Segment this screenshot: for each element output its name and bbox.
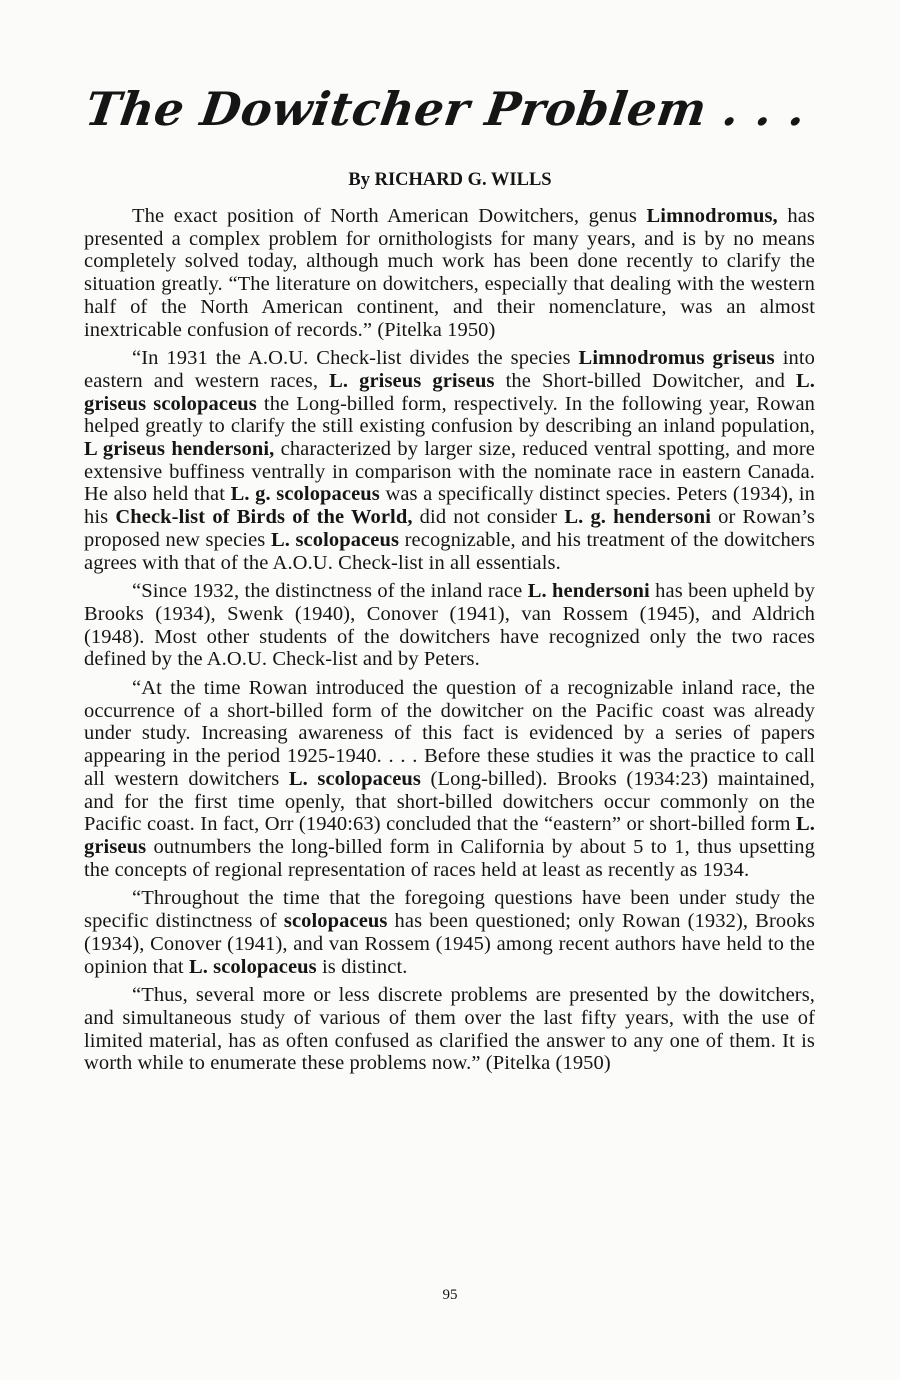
article-title: The Dowitcher Problem . . . (82, 82, 810, 136)
author-byline: By RICHARD G. WILLS (348, 170, 552, 190)
page-number: 95 (442, 1287, 458, 1303)
text-run: is distinct. (316, 955, 408, 978)
text-run: outnumbers the long-billed form in California by about 5 to 1, thus upsetting the concepts of regional representation of races held at least as recently as 1934. (84, 835, 815, 881)
text-run: “Throughout the time that the foregoing questions have been under study the specific distinctness of (84, 887, 815, 933)
paragraph (84, 205, 815, 341)
bold-term: L. scolopaceus (270, 528, 400, 551)
bold-term: scolopaceus (283, 910, 388, 933)
bold-term: L. scolopaceus (288, 767, 421, 790)
paragraph (84, 347, 815, 574)
text-run: (Long-billed). Brooks (1934:23) maintained, and for the first time openly, that short-billed dowitchers occur commonly on the Pacific coast. In fact, Orr (1940:63) concluded that the “eastern” or short-billed form (84, 767, 816, 836)
bold-term: L. g. scolopaceus (230, 483, 380, 506)
text-run: recognizable, and his treatment of the dowitchers agrees with that of the A.O.U. Check-list in all essentials. (84, 528, 815, 574)
paragraph (84, 887, 815, 978)
bold-term: Limnodromus, (646, 205, 778, 227)
text-run: has been questioned; only Rowan (1932), Brooks (1934), Conover (1941), and van Rossem (1945) among recent authors have held to the opinion that (84, 910, 815, 978)
bold-term: L. scolopaceus (188, 955, 317, 978)
paragraph (84, 677, 815, 881)
bold-term: L griseus hendersoni, (84, 438, 275, 461)
text-run: into eastern and western races, (84, 347, 815, 392)
bold-term: Check-list of Birds of the World, (115, 506, 413, 529)
bold-term: Limnodromus griseus (578, 347, 775, 370)
bold-term: L. griseus (84, 813, 815, 858)
bold-term: L. g. hendersoni (564, 506, 711, 529)
text-run: the Long-billed form, respectively. In the following year, Rowan helped greatly to clarify the still existing confusion by describing an inland population, (84, 392, 815, 438)
paragraph (84, 580, 815, 671)
paragraph (84, 984, 815, 1075)
text-run: “Thus, several more or less discrete problems are presented by the dowitchers, and simultaneous study of various of them over the last fifty years, with the use of limited material, has as often confused as clarified the answer to any one of them. It is worth while to enumerate these problems now.” (Pitelka (1950) (84, 984, 815, 1075)
article-body (84, 205, 815, 1081)
text-run: characterized by larger size, reduced ventral spotting, and more extensive buffiness ventrally in comparison with the nominate race in eastern Canada. He also held that (84, 438, 815, 506)
text-run: was a specifically distinct species. Peters (1934), in his (84, 483, 816, 529)
bold-term: L. hendersoni (527, 580, 650, 603)
bold-term: L. griseus griseus (329, 369, 495, 392)
text-run: has presented a complex problem for ornithologists for many years, and is by no means completely solved today, although much work has been done recently to clarify the situation greatly. “The literature on dowitchers, especially that dealing with the western half of the North American continent, and their nomenclature, was an almost inextricable confusion of records.” (Pitelka 1950) (84, 205, 815, 341)
bold-term: L. griseus scolopaceus (84, 369, 815, 415)
text-run: the Short-billed Dowitcher, and (494, 369, 796, 392)
text-run: “In 1931 the A.O.U. Check-list divides the species (132, 347, 579, 370)
text-run: The exact position of North American Dowitchers, genus (132, 205, 647, 227)
text-run: did not consider (412, 506, 565, 529)
text-run: or Rowan’s proposed new species (84, 506, 815, 551)
text-run: has been upheld by Brooks (1934), Swenk (1940), Conover (1941), van Rossem (1945), and Aldrich (1948). Most other students of the dowitchers have recognized only the two races defined by the A.O.U. Check-list and by Peters. (84, 580, 815, 671)
text-run: “Since 1932, the distinctness of the inland race (132, 580, 528, 603)
text-run: “At the time Rowan introduced the question of a recognizable inland race, the occurrence of a short-billed form of the dowitcher on the Pacific coast was already under study. Increasing awareness of this fact is evidenced by a series of papers appearing in the period 1925-1940. . . . Before these studies it was the practice to call all western dowitchers (84, 677, 815, 790)
